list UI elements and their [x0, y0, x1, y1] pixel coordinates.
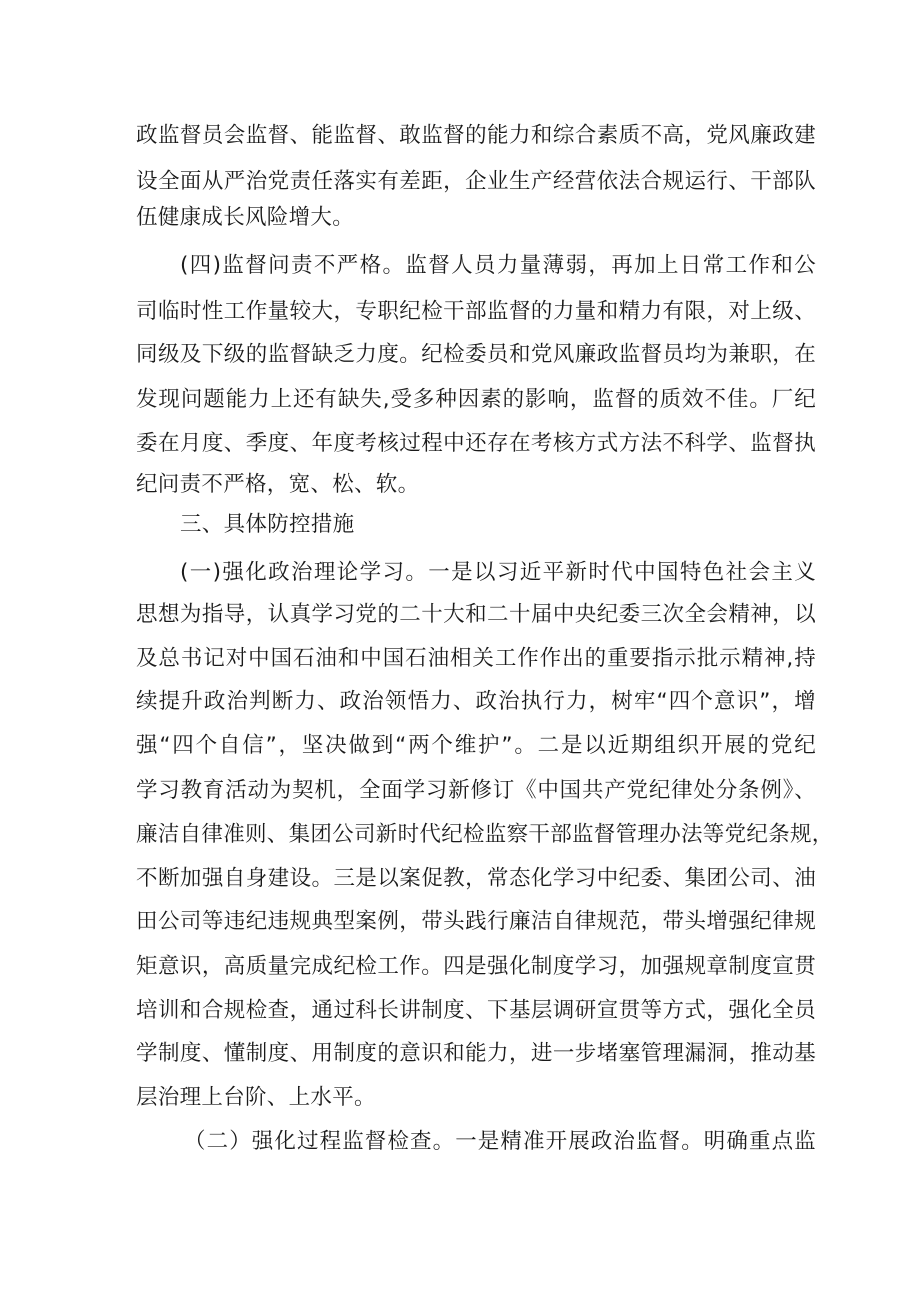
paragraph-line: 委在月度、季度、年度考核过程中还存在考核方式方法不科学、监督执 [136, 431, 816, 456]
section-heading-line: (四)监督问责不严格。监督人员力量薄弱，再加上日常工作和公 [180, 253, 816, 278]
paragraph-line: 政监督员会监督、能监督、敢监督的能力和综合素质不高，党风廉政建 [136, 123, 816, 148]
paragraph-line: 纪问责不严格，宽、松、软。 [136, 472, 420, 497]
paragraph-line: 强“四个自信”，坚决做到“两个维护”。二是以近期组织开展的党纪 [136, 733, 816, 758]
paragraph-line: 续提升政治判断力、政治领悟力、政治执行力，树牢“四个意识”，增 [136, 689, 816, 714]
paragraph-line: 学习教育活动为契机，全面学习新修订《中国共产党纪律处分条例》、 [136, 778, 816, 803]
paragraph-line: 矩意识，高质量完成纪检工作。四是强化制度学习，加强规章制度宣贯 [136, 954, 816, 979]
section-heading-line: （二）强化过程监督检查。一是精准开展政治监督。明确重点监 [184, 1129, 816, 1154]
paragraph-line: 层治理上台阶、上水平。 [136, 1085, 376, 1110]
paragraph-line: 设全面从严治党责任落实有差距，企业生产经营依法合规运行、干部队 [136, 169, 816, 194]
paragraph-line: 学制度、懂制度、用制度的意识和能力，进一步堵塞管理漏洞，推动基 [136, 1041, 816, 1066]
paragraph-line: 司临时性工作量较大，专职纪检干部监督的力量和精力有限，对上级、 [136, 299, 816, 324]
paragraph-line: 及总书记对中国石油和中国石油相关工作作出的重要指示批示精神,持 [136, 646, 816, 671]
paragraph-line: 田公司等违纪违规典型案例，带头践行廉洁自律规范，带头增强纪律规 [136, 909, 816, 934]
paragraph-line: 发现问题能力上还有缺失,受多种因素的影响，监督的质效不佳。厂纪 [136, 387, 816, 412]
paragraph-line: 思想为指导，认真学习党的二十大和二十届中央纪委三次全会精神，以 [136, 602, 816, 627]
section-heading-line: (一)强化政治理论学习。一是以习近平新时代中国特色社会主义 [180, 560, 816, 585]
paragraph-line: 廉洁自律准则、集团公司新时代纪检监察干部监督管理办法等党纪条规， [136, 822, 834, 847]
paragraph-line: 不断加强自身建设。三是以案促教，常态化学习中纪委、集团公司、油 [136, 866, 816, 891]
section-title: 三、具体防控措施 [180, 512, 355, 537]
paragraph-line: 培训和合规检查，通过科长讲制度、下基层调研宣贯等方式，强化全员 [136, 998, 816, 1023]
paragraph-line: 同级及下级的监督缺乏力度。纪检委员和党风廉政监督员均为兼职，在 [136, 342, 816, 367]
paragraph-line: 伍健康成长风险增大。 [136, 205, 355, 230]
